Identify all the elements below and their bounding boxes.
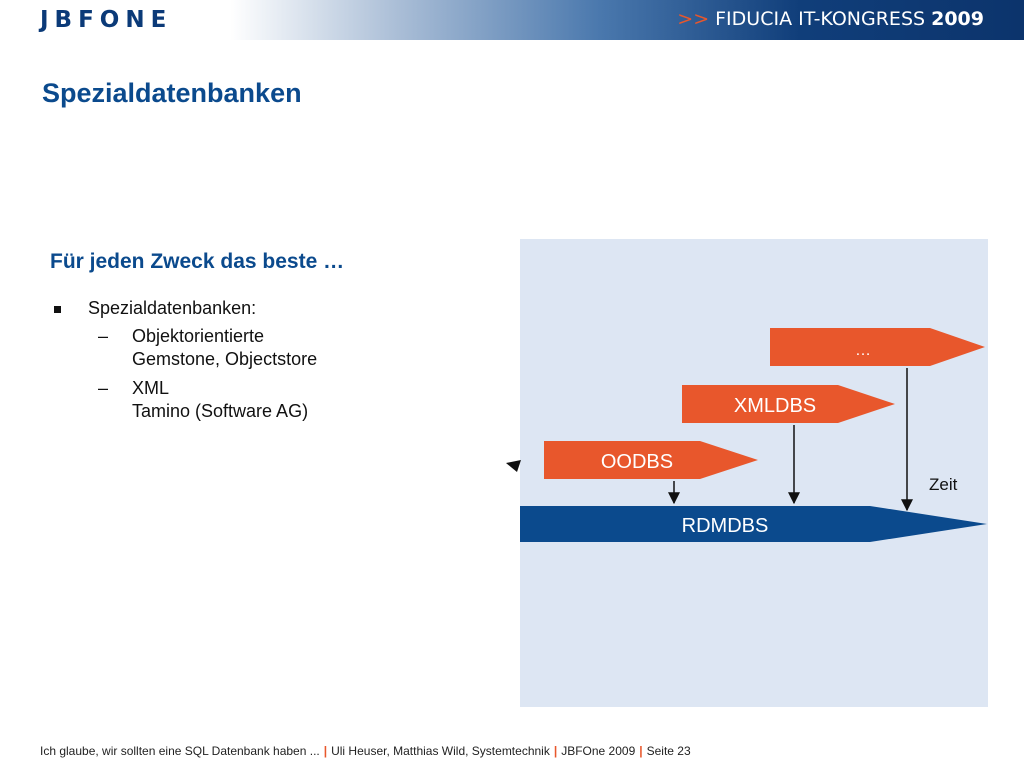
bullet-text: Spezialdatenbanken: — [88, 298, 257, 318]
subtitle: Für jeden Zweck das beste … — [50, 250, 345, 273]
oodbs-label: OODBS — [600, 451, 674, 473]
footer-text: Ich glaube, wir sollten eine SQL Datenbank haben ... — [40, 744, 320, 758]
rdmdbs-label: RDMDBS — [681, 515, 769, 537]
zeit-label: Zeit — [929, 475, 958, 494]
footer-page: Seite 23 — [646, 744, 691, 758]
sub-bullet-line: Gemstone, Objectstore — [132, 349, 318, 369]
dash-bullet-icon: – — [98, 378, 109, 398]
footer-separator: | — [553, 744, 558, 758]
page-title: Spezialdatenbanken — [42, 78, 302, 108]
sub-bullet-line: Objektorientierte — [132, 326, 265, 346]
congress-year: 2009 — [931, 8, 984, 30]
congress-name: FIDUCIA IT-KONGRESS — [715, 8, 926, 30]
congress-arrows: >> — [677, 8, 710, 30]
footer-authors: Uli Heuser, Matthias Wild, Systemtechnik — [331, 744, 550, 758]
time-arrow-tip-icon — [506, 460, 521, 472]
future-label: … — [855, 342, 871, 359]
future-arrow-shape — [770, 328, 985, 366]
footer-separator: | — [323, 744, 328, 758]
xmldbs-label: XMLDBS — [733, 395, 817, 417]
dash-bullet-icon: – — [98, 326, 109, 346]
footer-event: JBFOne 2009 — [561, 744, 636, 758]
sub-bullet-line: Tamino (Software AG) — [132, 401, 309, 421]
footer-separator: | — [639, 744, 643, 758]
logo-text: JBFONE — [40, 7, 173, 33]
footer — [40, 744, 691, 758]
sub-bullet-line: XML — [132, 378, 170, 398]
